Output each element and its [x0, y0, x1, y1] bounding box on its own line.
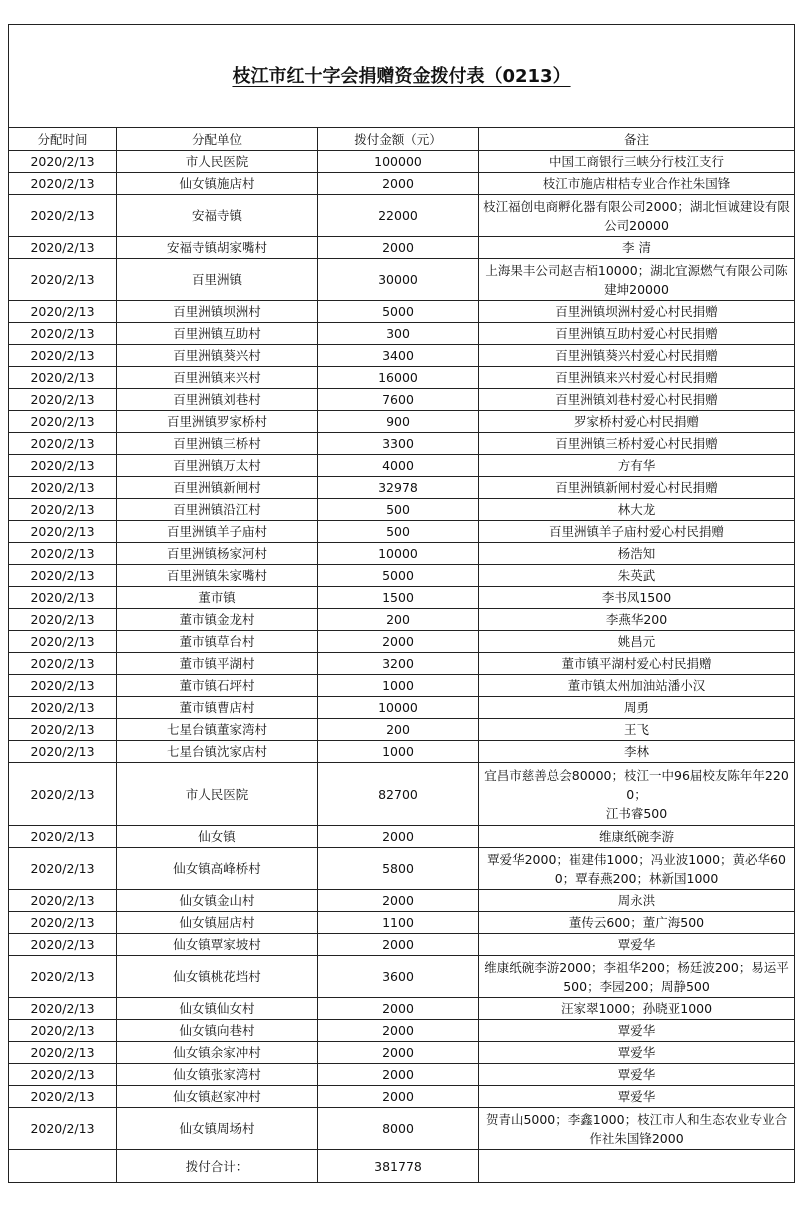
cell-date: 2020/2/13: [9, 1020, 117, 1042]
cell-unit: 仙女镇桃花垱村: [117, 956, 318, 998]
cell-date: 2020/2/13: [9, 345, 117, 367]
cell-unit: 百里洲镇三桥村: [117, 433, 318, 455]
table-row: [9, 1086, 795, 1108]
cell-amount: 1100: [318, 912, 479, 934]
cell-note: 王飞: [479, 719, 795, 741]
cell-unit: 仙女镇周场村: [117, 1108, 318, 1150]
cell-date: 2020/2/13: [9, 301, 117, 323]
cell-unit: 百里洲镇新闸村: [117, 477, 318, 499]
cell-note: 百里洲镇坝洲村爱心村民捐赠: [479, 301, 795, 323]
cell-date: 2020/2/13: [9, 956, 117, 998]
cell-date: 2020/2/13: [9, 912, 117, 934]
cell-note: 李 清: [479, 237, 795, 259]
cell-unit: 仙女镇仙女村: [117, 998, 318, 1020]
cell-date: 2020/2/13: [9, 433, 117, 455]
cell-unit: 百里洲镇葵兴村: [117, 345, 318, 367]
table-row: [9, 151, 795, 173]
cell-amount: 500: [318, 499, 479, 521]
cell-amount: 5000: [318, 565, 479, 587]
header-note: 备注: [479, 128, 795, 151]
cell-unit: 百里洲镇: [117, 259, 318, 301]
cell-date: 2020/2/13: [9, 367, 117, 389]
cell-unit: 仙女镇施店村: [117, 173, 318, 195]
cell-amount: 2000: [318, 173, 479, 195]
cell-date: 2020/2/13: [9, 890, 117, 912]
cell-date: 2020/2/13: [9, 763, 117, 826]
cell-note: 周永洪: [479, 890, 795, 912]
table-row: [9, 890, 795, 912]
cell-amount: 2000: [318, 631, 479, 653]
cell-note: 方有华: [479, 455, 795, 477]
cell-unit: 百里洲镇朱家嘴村: [117, 565, 318, 587]
table-row: [9, 912, 795, 934]
cell-date: 2020/2/13: [9, 675, 117, 697]
total-note-empty: [479, 1150, 795, 1183]
cell-amount: 200: [318, 719, 479, 741]
cell-amount: 2000: [318, 1064, 479, 1086]
cell-amount: 2000: [318, 998, 479, 1020]
table-row: [9, 259, 795, 301]
cell-date: 2020/2/13: [9, 826, 117, 848]
table-row: [9, 631, 795, 653]
cell-unit: 董市镇石坪村: [117, 675, 318, 697]
cell-note: 覃爱华: [479, 934, 795, 956]
cell-unit: 仙女镇高峰桥村: [117, 848, 318, 890]
cell-date: 2020/2/13: [9, 411, 117, 433]
header-row: [9, 128, 795, 151]
cell-date: 2020/2/13: [9, 1042, 117, 1064]
table-row: [9, 1020, 795, 1042]
cell-amount: 4000: [318, 455, 479, 477]
cell-amount: 32978: [318, 477, 479, 499]
cell-amount: 30000: [318, 259, 479, 301]
cell-unit: 百里洲镇来兴村: [117, 367, 318, 389]
cell-amount: 500: [318, 521, 479, 543]
cell-amount: 1000: [318, 675, 479, 697]
cell-amount: 22000: [318, 195, 479, 237]
cell-date: 2020/2/13: [9, 259, 117, 301]
cell-amount: 1500: [318, 587, 479, 609]
cell-amount: 2000: [318, 1086, 479, 1108]
cell-note: 董传云600；董广海500: [479, 912, 795, 934]
cell-date: 2020/2/13: [9, 998, 117, 1020]
cell-amount: 82700: [318, 763, 479, 826]
allocation-table: [8, 24, 795, 1183]
cell-note: 宜昌市慈善总会80000；枝江一中96届校友陈年年2200； 江书睿500: [479, 763, 795, 826]
cell-unit: 市人民医院: [117, 151, 318, 173]
cell-unit: 董市镇曹店村: [117, 697, 318, 719]
table-row: [9, 345, 795, 367]
cell-unit: 董市镇金龙村: [117, 609, 318, 631]
cell-note: 覃爱华2000；崔建伟1000；冯业波1000；黄必华600；覃春燕200；林新国1000: [479, 848, 795, 890]
cell-note: 朱英武: [479, 565, 795, 587]
table-row: [9, 433, 795, 455]
cell-amount: 16000: [318, 367, 479, 389]
cell-note: 汪家翠1000；孙晓亚1000: [479, 998, 795, 1020]
table-row: [9, 411, 795, 433]
cell-date: 2020/2/13: [9, 934, 117, 956]
cell-unit: 仙女镇: [117, 826, 318, 848]
cell-unit: 仙女镇屈店村: [117, 912, 318, 934]
cell-note: 覃爱华: [479, 1086, 795, 1108]
table-row: [9, 826, 795, 848]
table-row: [9, 499, 795, 521]
cell-amount: 3600: [318, 956, 479, 998]
table-row: [9, 653, 795, 675]
cell-date: 2020/2/13: [9, 543, 117, 565]
cell-note: 董市镇平湖村爱心村民捐赠: [479, 653, 795, 675]
cell-note: 李书凤1500: [479, 587, 795, 609]
cell-date: 2020/2/13: [9, 173, 117, 195]
cell-date: 2020/2/13: [9, 521, 117, 543]
cell-date: 2020/2/13: [9, 565, 117, 587]
cell-unit: 仙女镇覃家坡村: [117, 934, 318, 956]
cell-unit: 百里洲镇杨家河村: [117, 543, 318, 565]
total-label: 拨付合计：: [117, 1150, 318, 1183]
table-row: [9, 741, 795, 763]
cell-unit: 百里洲镇万太村: [117, 455, 318, 477]
table-row: [9, 697, 795, 719]
total-empty-cell: [9, 1150, 117, 1183]
cell-note: 贺青山5000；李鑫1000；枝江市人和生态农业专业合作社朱国锋2000: [479, 1108, 795, 1150]
cell-note: 林大龙: [479, 499, 795, 521]
cell-date: 2020/2/13: [9, 609, 117, 631]
cell-note: 覃爱华: [479, 1020, 795, 1042]
cell-unit: 董市镇平湖村: [117, 653, 318, 675]
cell-note: 中国工商银行三峡分行枝江支行: [479, 151, 795, 173]
cell-amount: 200: [318, 609, 479, 631]
cell-note: 覃爱华: [479, 1064, 795, 1086]
cell-unit: 仙女镇余家冲村: [117, 1042, 318, 1064]
cell-amount: 2000: [318, 237, 479, 259]
table-row: [9, 237, 795, 259]
cell-unit: 百里洲镇罗家桥村: [117, 411, 318, 433]
cell-note: 百里洲镇互助村爱心村民捐赠: [479, 323, 795, 345]
cell-amount: 2000: [318, 890, 479, 912]
cell-note: 百里洲镇来兴村爱心村民捐赠: [479, 367, 795, 389]
cell-date: 2020/2/13: [9, 697, 117, 719]
cell-note: 枝江福创电商孵化器有限公司2000；湖北恒诚建设有限公司20000: [479, 195, 795, 237]
cell-note: 百里洲镇羊子庙村爱心村民捐赠: [479, 521, 795, 543]
cell-note: 维康纸碗李游2000；李祖华200；杨廷波200；易运平500；李园200；周静500: [479, 956, 795, 998]
cell-note: 董市镇太州加油站潘小汉: [479, 675, 795, 697]
table-row: [9, 587, 795, 609]
cell-note: 百里洲镇三桥村爱心村民捐赠: [479, 433, 795, 455]
cell-amount: 2000: [318, 934, 479, 956]
cell-note: 百里洲镇新闸村爱心村民捐赠: [479, 477, 795, 499]
cell-amount: 3300: [318, 433, 479, 455]
cell-unit: 百里洲镇互助村: [117, 323, 318, 345]
cell-date: 2020/2/13: [9, 653, 117, 675]
table-row: [9, 543, 795, 565]
cell-unit: 百里洲镇坝洲村: [117, 301, 318, 323]
cell-note: 姚昌元: [479, 631, 795, 653]
cell-note: 李林: [479, 741, 795, 763]
cell-note: 枝江市施店柑桔专业合作社朱国锋: [479, 173, 795, 195]
cell-note: 覃爱华: [479, 1042, 795, 1064]
header-date: 分配时间: [9, 128, 117, 151]
cell-note: 百里洲镇刘巷村爱心村民捐赠: [479, 389, 795, 411]
cell-date: 2020/2/13: [9, 1108, 117, 1150]
table-row: [9, 477, 795, 499]
cell-amount: 10000: [318, 543, 479, 565]
cell-unit: 仙女镇赵家冲村: [117, 1086, 318, 1108]
cell-unit: 安福寺镇胡家嘴村: [117, 237, 318, 259]
cell-amount: 10000: [318, 697, 479, 719]
cell-amount: 5800: [318, 848, 479, 890]
cell-date: 2020/2/13: [9, 719, 117, 741]
table-row: [9, 934, 795, 956]
header-unit: 分配单位: [117, 128, 318, 151]
cell-amount: 3400: [318, 345, 479, 367]
cell-amount: 2000: [318, 1020, 479, 1042]
cell-note: 周勇: [479, 697, 795, 719]
cell-date: 2020/2/13: [9, 477, 117, 499]
cell-amount: 7600: [318, 389, 479, 411]
table-row: [9, 565, 795, 587]
page-title: 枝江市红十字会捐赠资金拨付表（0213）: [9, 25, 795, 128]
cell-note: 维康纸碗李游: [479, 826, 795, 848]
cell-date: 2020/2/13: [9, 455, 117, 477]
cell-date: 2020/2/13: [9, 741, 117, 763]
table-row: [9, 609, 795, 631]
cell-amount: 2000: [318, 1042, 479, 1064]
cell-note: 李燕华200: [479, 609, 795, 631]
table-row: [9, 455, 795, 477]
cell-unit: 百里洲镇羊子庙村: [117, 521, 318, 543]
cell-unit: 董市镇: [117, 587, 318, 609]
table-row: [9, 195, 795, 237]
cell-note: 杨浩知: [479, 543, 795, 565]
table-row: [9, 998, 795, 1020]
cell-amount: 100000: [318, 151, 479, 173]
cell-amount: 5000: [318, 301, 479, 323]
cell-date: 2020/2/13: [9, 1064, 117, 1086]
table-row: [9, 323, 795, 345]
cell-amount: 300: [318, 323, 479, 345]
cell-amount: 2000: [318, 826, 479, 848]
cell-unit: 董市镇草台村: [117, 631, 318, 653]
cell-date: 2020/2/13: [9, 389, 117, 411]
cell-unit: 百里洲镇沿江村: [117, 499, 318, 521]
table-row: [9, 956, 795, 998]
table-row: [9, 763, 795, 826]
table-row: [9, 521, 795, 543]
table-row: [9, 1042, 795, 1064]
total-amount: 381778: [318, 1150, 479, 1183]
table-row: [9, 389, 795, 411]
cell-note: 百里洲镇葵兴村爱心村民捐赠: [479, 345, 795, 367]
cell-unit: 百里洲镇刘巷村: [117, 389, 318, 411]
table-row: [9, 848, 795, 890]
cell-amount: 8000: [318, 1108, 479, 1150]
cell-date: 2020/2/13: [9, 1086, 117, 1108]
table-row: [9, 173, 795, 195]
cell-unit: 仙女镇张家湾村: [117, 1064, 318, 1086]
cell-note: 罗家桥村爱心村民捐赠: [479, 411, 795, 433]
cell-unit: 仙女镇金山村: [117, 890, 318, 912]
cell-date: 2020/2/13: [9, 587, 117, 609]
table-row: [9, 1064, 795, 1086]
cell-amount: 900: [318, 411, 479, 433]
cell-date: 2020/2/13: [9, 195, 117, 237]
table-row: [9, 675, 795, 697]
cell-amount: 1000: [318, 741, 479, 763]
cell-date: 2020/2/13: [9, 151, 117, 173]
cell-unit: 安福寺镇: [117, 195, 318, 237]
cell-date: 2020/2/13: [9, 848, 117, 890]
cell-unit: 市人民医院: [117, 763, 318, 826]
cell-amount: 3200: [318, 653, 479, 675]
cell-unit: 七星台镇沈家店村: [117, 741, 318, 763]
cell-date: 2020/2/13: [9, 499, 117, 521]
header-amount: 拨付金额（元）: [318, 128, 479, 151]
cell-unit: 七星台镇董家湾村: [117, 719, 318, 741]
table-row: [9, 1108, 795, 1150]
cell-date: 2020/2/13: [9, 631, 117, 653]
table-row: [9, 301, 795, 323]
cell-date: 2020/2/13: [9, 237, 117, 259]
cell-unit: 仙女镇向巷村: [117, 1020, 318, 1042]
total-row: [9, 1150, 795, 1183]
cell-note: 上海果丰公司赵吉栢10000；湖北宜源燃气有限公司陈建坤20000: [479, 259, 795, 301]
cell-date: 2020/2/13: [9, 323, 117, 345]
table-row: [9, 367, 795, 389]
table-row: [9, 719, 795, 741]
spreadsheet: [8, 24, 794, 1183]
